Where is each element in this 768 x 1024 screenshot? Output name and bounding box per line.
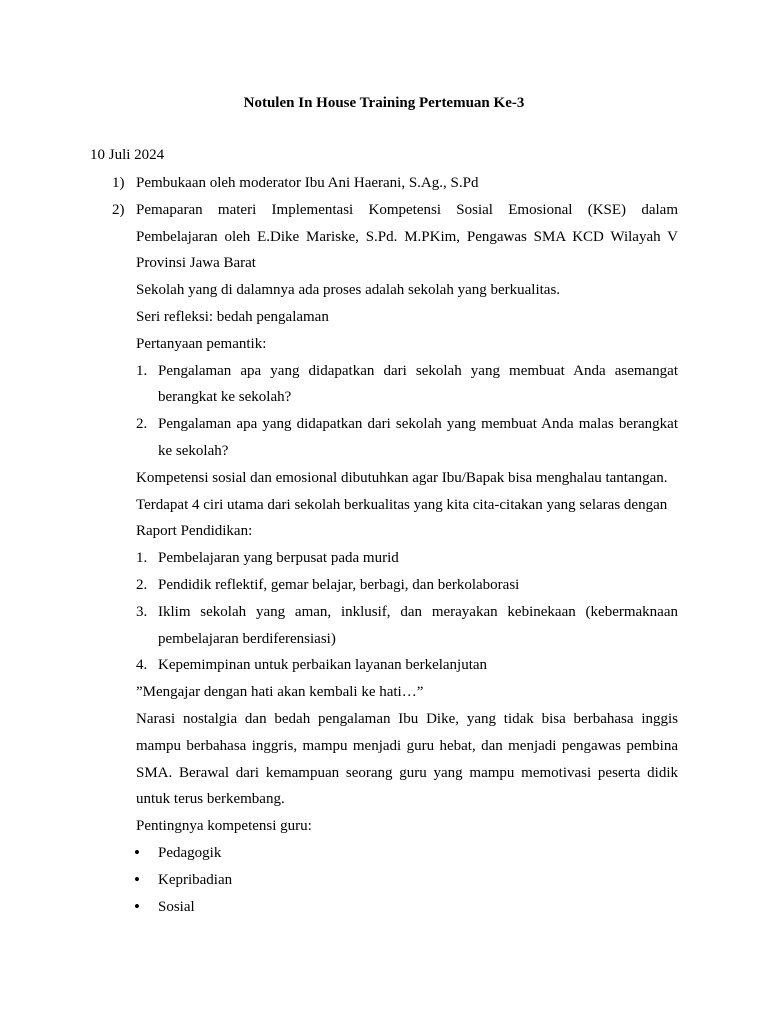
- agenda-text: Pembukaan oleh moderator Ibu Ani Haerani, S.Ag., S.Pd: [136, 175, 479, 191]
- bullet-item: [90, 894, 678, 921]
- agenda-number: 1): [112, 175, 125, 191]
- agenda-text: Pemaparan materi Implementasi Kompetensi Sosial Emosional (KSE) dalam Pembelajaran oleh E.Dike Mariske, S.Pd. M.PKim, Pengawas SMA KCD Wilayah V Provinsi Jawa Barat: [136, 201, 678, 272]
- note-paragraph: Sekolah yang di dalamnya ada proses adalah sekolah yang berkualitas.: [136, 282, 561, 299]
- agenda-item: [90, 197, 678, 277]
- note-paragraph: Raport Pendidikan:: [136, 523, 253, 540]
- question-text: Pengalaman apa yang didapatkan dari sekolah yang membuat Anda asemangat berangkat ke sekolah?: [158, 362, 678, 406]
- ciri-text: Pembelajaran yang berpusat pada murid: [158, 550, 399, 567]
- ciri-item: [90, 652, 678, 679]
- bullet-text: Kepribadian: [158, 871, 233, 888]
- ciri-number: 2.: [136, 576, 148, 593]
- ciri-item: [90, 599, 678, 653]
- document-date: 10 Juli 2024: [90, 147, 165, 163]
- question-item: [90, 358, 678, 412]
- ciri-number: 4.: [136, 657, 148, 674]
- bullet-item: [90, 840, 678, 867]
- ciri-number: 1.: [136, 550, 148, 567]
- document-body: [90, 170, 678, 920]
- note-paragraph: Pertanyaan pemantik:: [136, 335, 267, 352]
- bullet-icon: •: [134, 842, 140, 862]
- ciri-item: [90, 545, 678, 572]
- question-number: 2.: [136, 416, 148, 433]
- document-title: Notulen In House Training Pertemuan Ke-3: [243, 95, 525, 111]
- agenda-number: 2): [112, 201, 125, 218]
- question-item: [90, 411, 678, 465]
- bullet-text: Pedagogik: [158, 844, 222, 861]
- question-text: Pengalaman apa yang didapatkan dari sekolah yang membuat Anda malas berangkat ke sekolah?: [158, 416, 678, 459]
- ciri-text: Kepemimpinan untuk perbaikan layanan berkelanjutan: [158, 657, 488, 674]
- ciri-number: 3.: [136, 603, 148, 620]
- ciri-text: Pendidik reflektif, gemar belajar, berbagi, dan berkolaborasi: [158, 576, 520, 593]
- ciri-text: Iklim sekolah yang aman, inklusif, dan merayakan kebinekaan (kebermaknaan pembelajaran berdiferensiasi): [158, 603, 678, 647]
- note-paragraph: Terdapat 4 ciri utama dari sekolah berkualitas yang kita cita-citakan yang selaras dengan: [136, 496, 668, 513]
- note-paragraph: Kompetensi sosial dan emosional dibutuhkan agar Ibu/Bapak bisa menghalau tantangan.: [136, 469, 668, 486]
- note-paragraph: Narasi nostalgia dan bedah pengalaman Ibu Dike, yang tidak bisa berbahasa inggis mampu berbahasa inggris, mampu menjadi guru hebat, dan menjadi pengawas pembina SMA. Berawal dari kemampuan seorang guru yang mampu memotivasi peserta didik untuk terus berkembang.: [136, 710, 678, 808]
- ciri-item: [90, 572, 678, 599]
- agenda-item: [90, 170, 678, 197]
- question-number: 1.: [136, 362, 148, 379]
- bullet-item: [90, 867, 678, 894]
- quote-paragraph: ”Mengajar dengan hati akan kembali ke hati…”: [136, 684, 424, 701]
- note-paragraph: Pentingnya kompetensi guru:: [136, 818, 312, 835]
- bullet-icon: •: [134, 896, 140, 916]
- bullet-text: Sosial: [158, 898, 195, 915]
- note-paragraph: Seri refleksi: bedah pengalaman: [136, 308, 329, 325]
- bullet-icon: •: [134, 869, 140, 889]
